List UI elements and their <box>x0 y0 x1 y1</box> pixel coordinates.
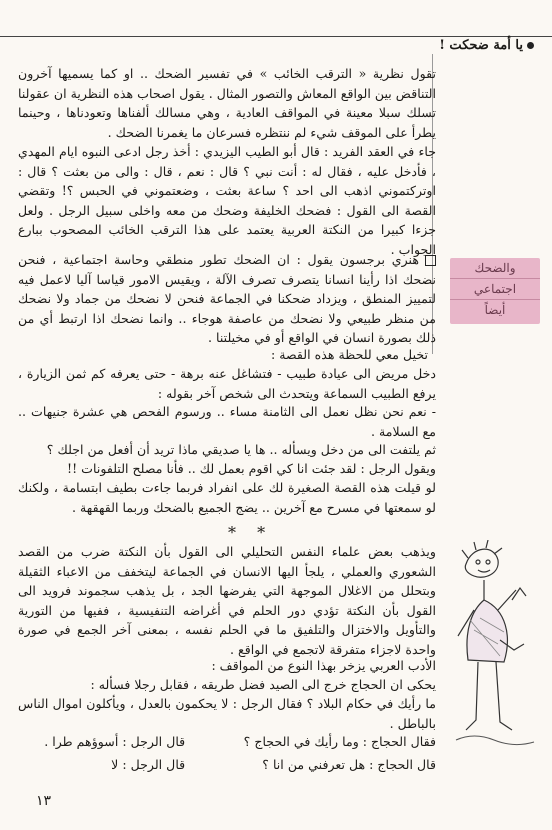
paragraph-5 <box>18 364 436 403</box>
paragraph-text: - نعم نحن نظل نعمل الى الثامنة مساء .. ورسوم الفحص هي عشرة جنيهات .. مع السلامة . <box>18 404 436 439</box>
paragraph-text: تخيل معي للحظة هذه القصة : <box>271 347 428 362</box>
cartoon-illustration <box>454 540 538 760</box>
square-bullet-icon <box>425 255 436 266</box>
page-number: ١٣ <box>36 793 52 809</box>
paragraph-text: الأدب العربي يزخر بهذا النوع من المواقف : <box>211 658 436 673</box>
paragraph-text: ما رأيك في حكام البلاد ؟ فقال الرجل : لا يحكمون بالعدل ، ويأكلون اموال الناس بالباطل . <box>18 696 436 731</box>
dialogue-question: فقال الحجاج : وما رأيك في الحجاج ؟ <box>243 734 436 749</box>
header-title: يا أمة ضحكت ! <box>439 38 523 53</box>
paragraph-text: ويقول الرجل : لقد جئت انا كي اقوم بعمل لك .. فأنا مصلح التلفونات !! <box>67 461 436 476</box>
paragraph-text: يحكى ان الحجاج خرج الى الصيد فضل طريقه ، فقابل رجلا فسأله : <box>90 677 436 692</box>
dialogue-row-2 <box>18 755 436 775</box>
paragraph-3 <box>18 250 436 348</box>
paragraph-9 <box>18 478 436 517</box>
paragraph-4 <box>18 345 436 365</box>
sidebar-line-3: أيضاً <box>450 299 540 320</box>
bullet-icon <box>527 42 534 49</box>
sidebar-line-2: اجتماعي <box>450 278 540 299</box>
paragraph-text: دخل مريض الى عيادة طبيب - فتشاغل عنه برهة - حتى يعرفه كم ثمن الزيارة ، يرفع الطبيب السماعة ويتحدث الى شخص آخر بقوله : <box>18 366 436 401</box>
paragraph-text: لو قيلت هذه القصة الصغيرة لك على انفراد فربما جاءت بطيف ابتسامة ، ولكنك لو سمعتها في مسرح مع آخرين .. يضج الجميع بالضحك وربما القهقهة . <box>18 480 436 515</box>
paragraph-7 <box>18 440 436 460</box>
paragraph-1 <box>18 64 436 142</box>
dialogue-question: قال الحجاج : هل تعرفني من انا ؟ <box>262 757 436 772</box>
dialogue-answer: قال الرجل : لا <box>111 757 186 772</box>
paragraph-12 <box>18 675 436 695</box>
paragraph-text: ويذهب بعض علماء النفس التحليلي الى القول بأن النكتة ضرب من القصد الشعوري والعملي ، يلجأ اليها الانسان في الجماعة ليتخفف من الاعباء الثقيلة وبتحلل من الاغلال الموجهة التي يفرضها الجد ، بل يذهب سجموند فرويد الى القول بأن النكتة تؤدي دور الحلم في أغراضه التنفيسية ، ففيها من التورية والتأويل والاختزال والتلفيق ما في الحلم نفسه ، بمعنى آخر الجمع في صورة واحدة لاجزاء متفرقة لاتجمع في الواقع . <box>18 544 436 657</box>
paragraph-text: هنري برجسون يقول : ان الضحك تطور منطقي وحاسة اجتماعية ، فنحن نضحك اذا رأينا انسانا يتصرف تصرف الآلة ، ويقيس الامور قياسا آليا لاعمل فيه لتمييز المنطق ، ويزداد ضحكنا في الجماعة فنحن لا نضحك من جماد ولا نضحك من منظر طبيعي ولا نضحك من عاصفة هوجاء .. وانما نضحك اذا ارتبط أي من ذلك بصورة انسان في الواقع أو في مخيلتنا . <box>18 252 436 346</box>
dialogue-answer: قال الرجل : أسوؤهم طرا . <box>44 734 186 749</box>
dialogue-row-1 <box>18 732 436 752</box>
section-separator: * * <box>228 523 274 542</box>
paragraph-text: ثم يلتفت الى من دخل ويسأله .. ها يا صديقي ماذا تريد أن أفعل من اجلك ؟ <box>46 442 436 457</box>
paragraph-11 <box>18 656 436 676</box>
paragraph-2 <box>18 142 436 260</box>
paragraph-text: جاء في العقد الفريد : قال أبو الطيب اليزيدي : أخذ رجل ادعى النبوه ايام المهدي ، فأدخل عليه ، فقال له : أنت نبي ؟ قال : نعم ، قال : والى من بعثت ؟ قال : اوتركتموني اذهب الى احد ؟ ساعة بعثت ، وضعتموني في الحبس ؟! وتقضي القصة الى القول : فضحك الخليفة وضحك من معه واخلى سبيل الرجل . ولعل جزءا كبيرا من النكتة العربية يعتمد على هذا الترقب الخائب المصحوب ببارع الجواب . <box>18 144 436 257</box>
sidebar-line-1: والضحك <box>474 261 516 275</box>
paragraph-6 <box>18 402 436 441</box>
running-header <box>439 38 534 53</box>
paragraph-8 <box>18 459 436 479</box>
paragraph-text: تقول نظرية « الترقب الخائب » في تفسير الضحك .. او كما يسميها آخرون التناقض بين الواقع المعاش والتصور المثال . يقول اصحاب هذه النظرية ان عقولنا تسلك سبلا معينة في المواقف العادية ، وهي مسالك ألفناها وتعودناها ، وحينما يطرأ على الموقف شيء لم ننتظره فسرعان ما يغمرنا الضحك . <box>18 66 436 140</box>
header-rule <box>0 36 552 37</box>
paragraph-13 <box>18 694 436 733</box>
sidebar-callout <box>450 258 540 324</box>
paragraph-10 <box>18 542 436 660</box>
